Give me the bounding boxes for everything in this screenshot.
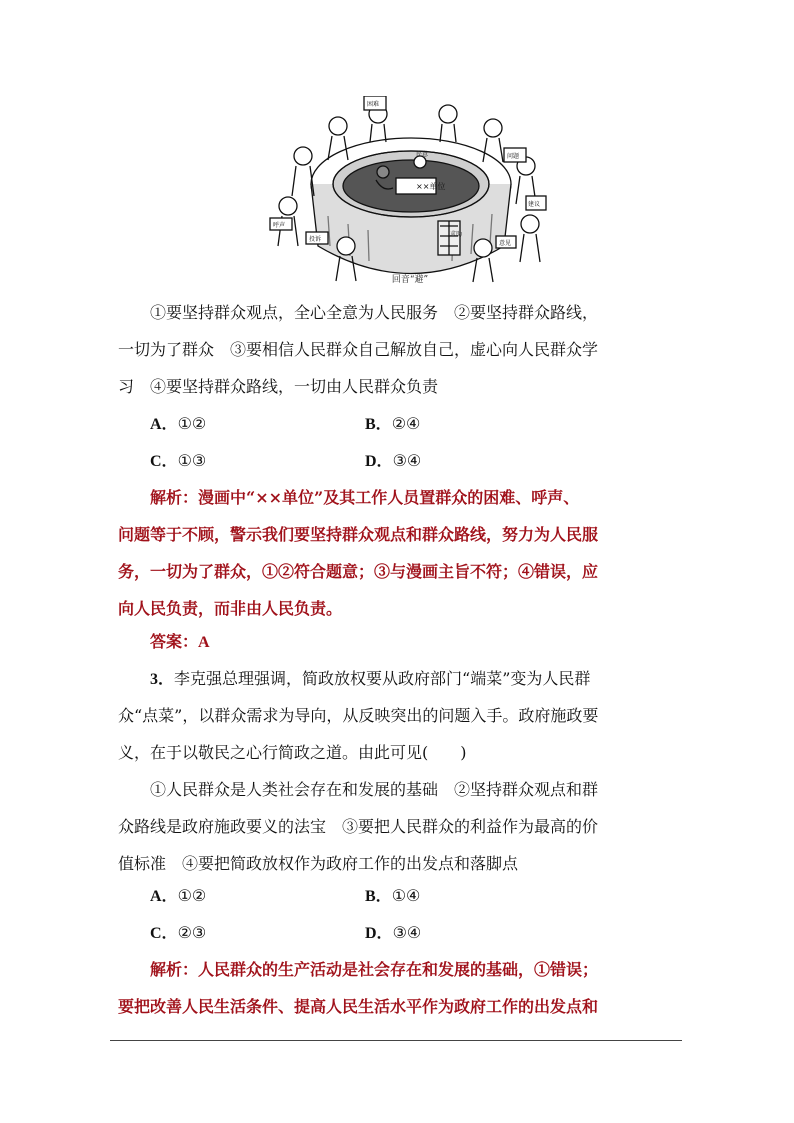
analysis-label: 解析：	[150, 960, 199, 979]
note-text: 意见	[499, 240, 512, 247]
note-text: 问题	[507, 153, 520, 160]
q2-option-a[interactable]	[150, 405, 206, 443]
option-letter: B．	[365, 888, 392, 905]
answer-value: A	[198, 634, 210, 651]
q2-statement-line: 习 ④要坚持群众路线，一切由人民群众负责	[118, 377, 439, 396]
q2-option-c[interactable]	[150, 442, 206, 480]
note-text: 投诉	[309, 236, 322, 243]
analysis-label: 解析：	[150, 488, 199, 507]
note-text: 民意	[416, 151, 429, 158]
option-letter: A．	[150, 416, 178, 433]
analysis-text: 漫画中“××单位”及其工作人员置群众的困难、呼声、	[198, 488, 580, 507]
q2-answer	[118, 623, 716, 661]
q3-stem-line: 义，在于以敬民之心行简政之道。由此可见( )	[118, 743, 467, 762]
option-letter: A．	[150, 888, 178, 905]
q2-analysis-line: 问题等于不顾，警示我们要坚持群众观点和群众路线，努力为人民服	[118, 525, 599, 544]
cartoon-illustration	[268, 96, 554, 286]
option-text: ②④	[391, 414, 421, 433]
cartoon-caption: 回音“避”	[391, 275, 429, 285]
sign-text: ××单位	[416, 182, 446, 191]
note-text: 建议	[528, 201, 541, 208]
option-text: ②③	[177, 923, 207, 942]
option-letter: C．	[150, 453, 178, 470]
note-text: 呼声	[273, 222, 286, 229]
q3-analysis-line	[118, 951, 716, 988]
question-number: 3．	[150, 671, 175, 688]
footer-rule	[110, 1040, 682, 1041]
analysis-text: 人民群众的生产活动是社会存在和发展的基础，①错误；	[198, 960, 599, 979]
option-text: ①③	[177, 451, 207, 470]
stem-text: 李克强总理强调，简政放权要从政府部门“端菜”变为人民群	[174, 669, 591, 688]
option-text: ③④	[392, 451, 422, 470]
q2-analysis-line	[118, 479, 716, 516]
q2-analysis-line: 向人民负责，而非由人民负责。	[118, 599, 343, 618]
q2-option-b[interactable]	[365, 405, 420, 443]
option-letter: B．	[365, 416, 392, 433]
q3-analysis-line: 要把改善人民生活条件、提高人民生活水平作为政府工作的出发点和	[118, 997, 599, 1016]
q3-stem-line: 众“点菜”，以群众需求为导向，从反映突出的问题入手。政府施政要	[118, 706, 599, 725]
option-letter: D．	[365, 453, 393, 470]
q2-analysis-line: 务，一切为了群众，①②符合题意；③与漫画主旨不符；④错误，应	[118, 562, 599, 581]
q3-option-d[interactable]	[365, 914, 421, 952]
option-text: ③④	[392, 923, 422, 942]
q3-option-a[interactable]	[150, 877, 206, 915]
option-text: ①②	[177, 414, 207, 433]
note-text: 困难	[367, 101, 380, 108]
option-letter: D．	[365, 925, 393, 942]
q2-statement-line: ①要坚持群众观点，全心全意为人民服务 ②要坚持群众路线，	[150, 303, 599, 322]
q3-statement-line: ①人民群众是人类社会存在和发展的基础 ②坚持群众观点和群	[150, 780, 599, 799]
q3-option-c[interactable]	[150, 914, 206, 952]
option-letter: C．	[150, 925, 178, 942]
q2-statement-line: 一切为了群众 ③要相信人民群众自己解放自己，虚心向人民群众学	[118, 340, 599, 359]
option-text: ①④	[391, 886, 421, 905]
answer-label: 答案：	[150, 632, 199, 651]
option-text: ①②	[177, 886, 207, 905]
q3-stem-line	[118, 660, 716, 698]
q3-statement-line: 值标准 ④要把简政放权作为政府工作的出发点和落脚点	[118, 854, 519, 873]
q3-statement-line: 众路线是政府施政要义的法宝 ③要把人民群众的利益作为最高的价	[118, 817, 599, 836]
q3-option-b[interactable]	[365, 877, 420, 915]
q2-option-d[interactable]	[365, 442, 421, 480]
note-text: 求助	[450, 231, 463, 238]
